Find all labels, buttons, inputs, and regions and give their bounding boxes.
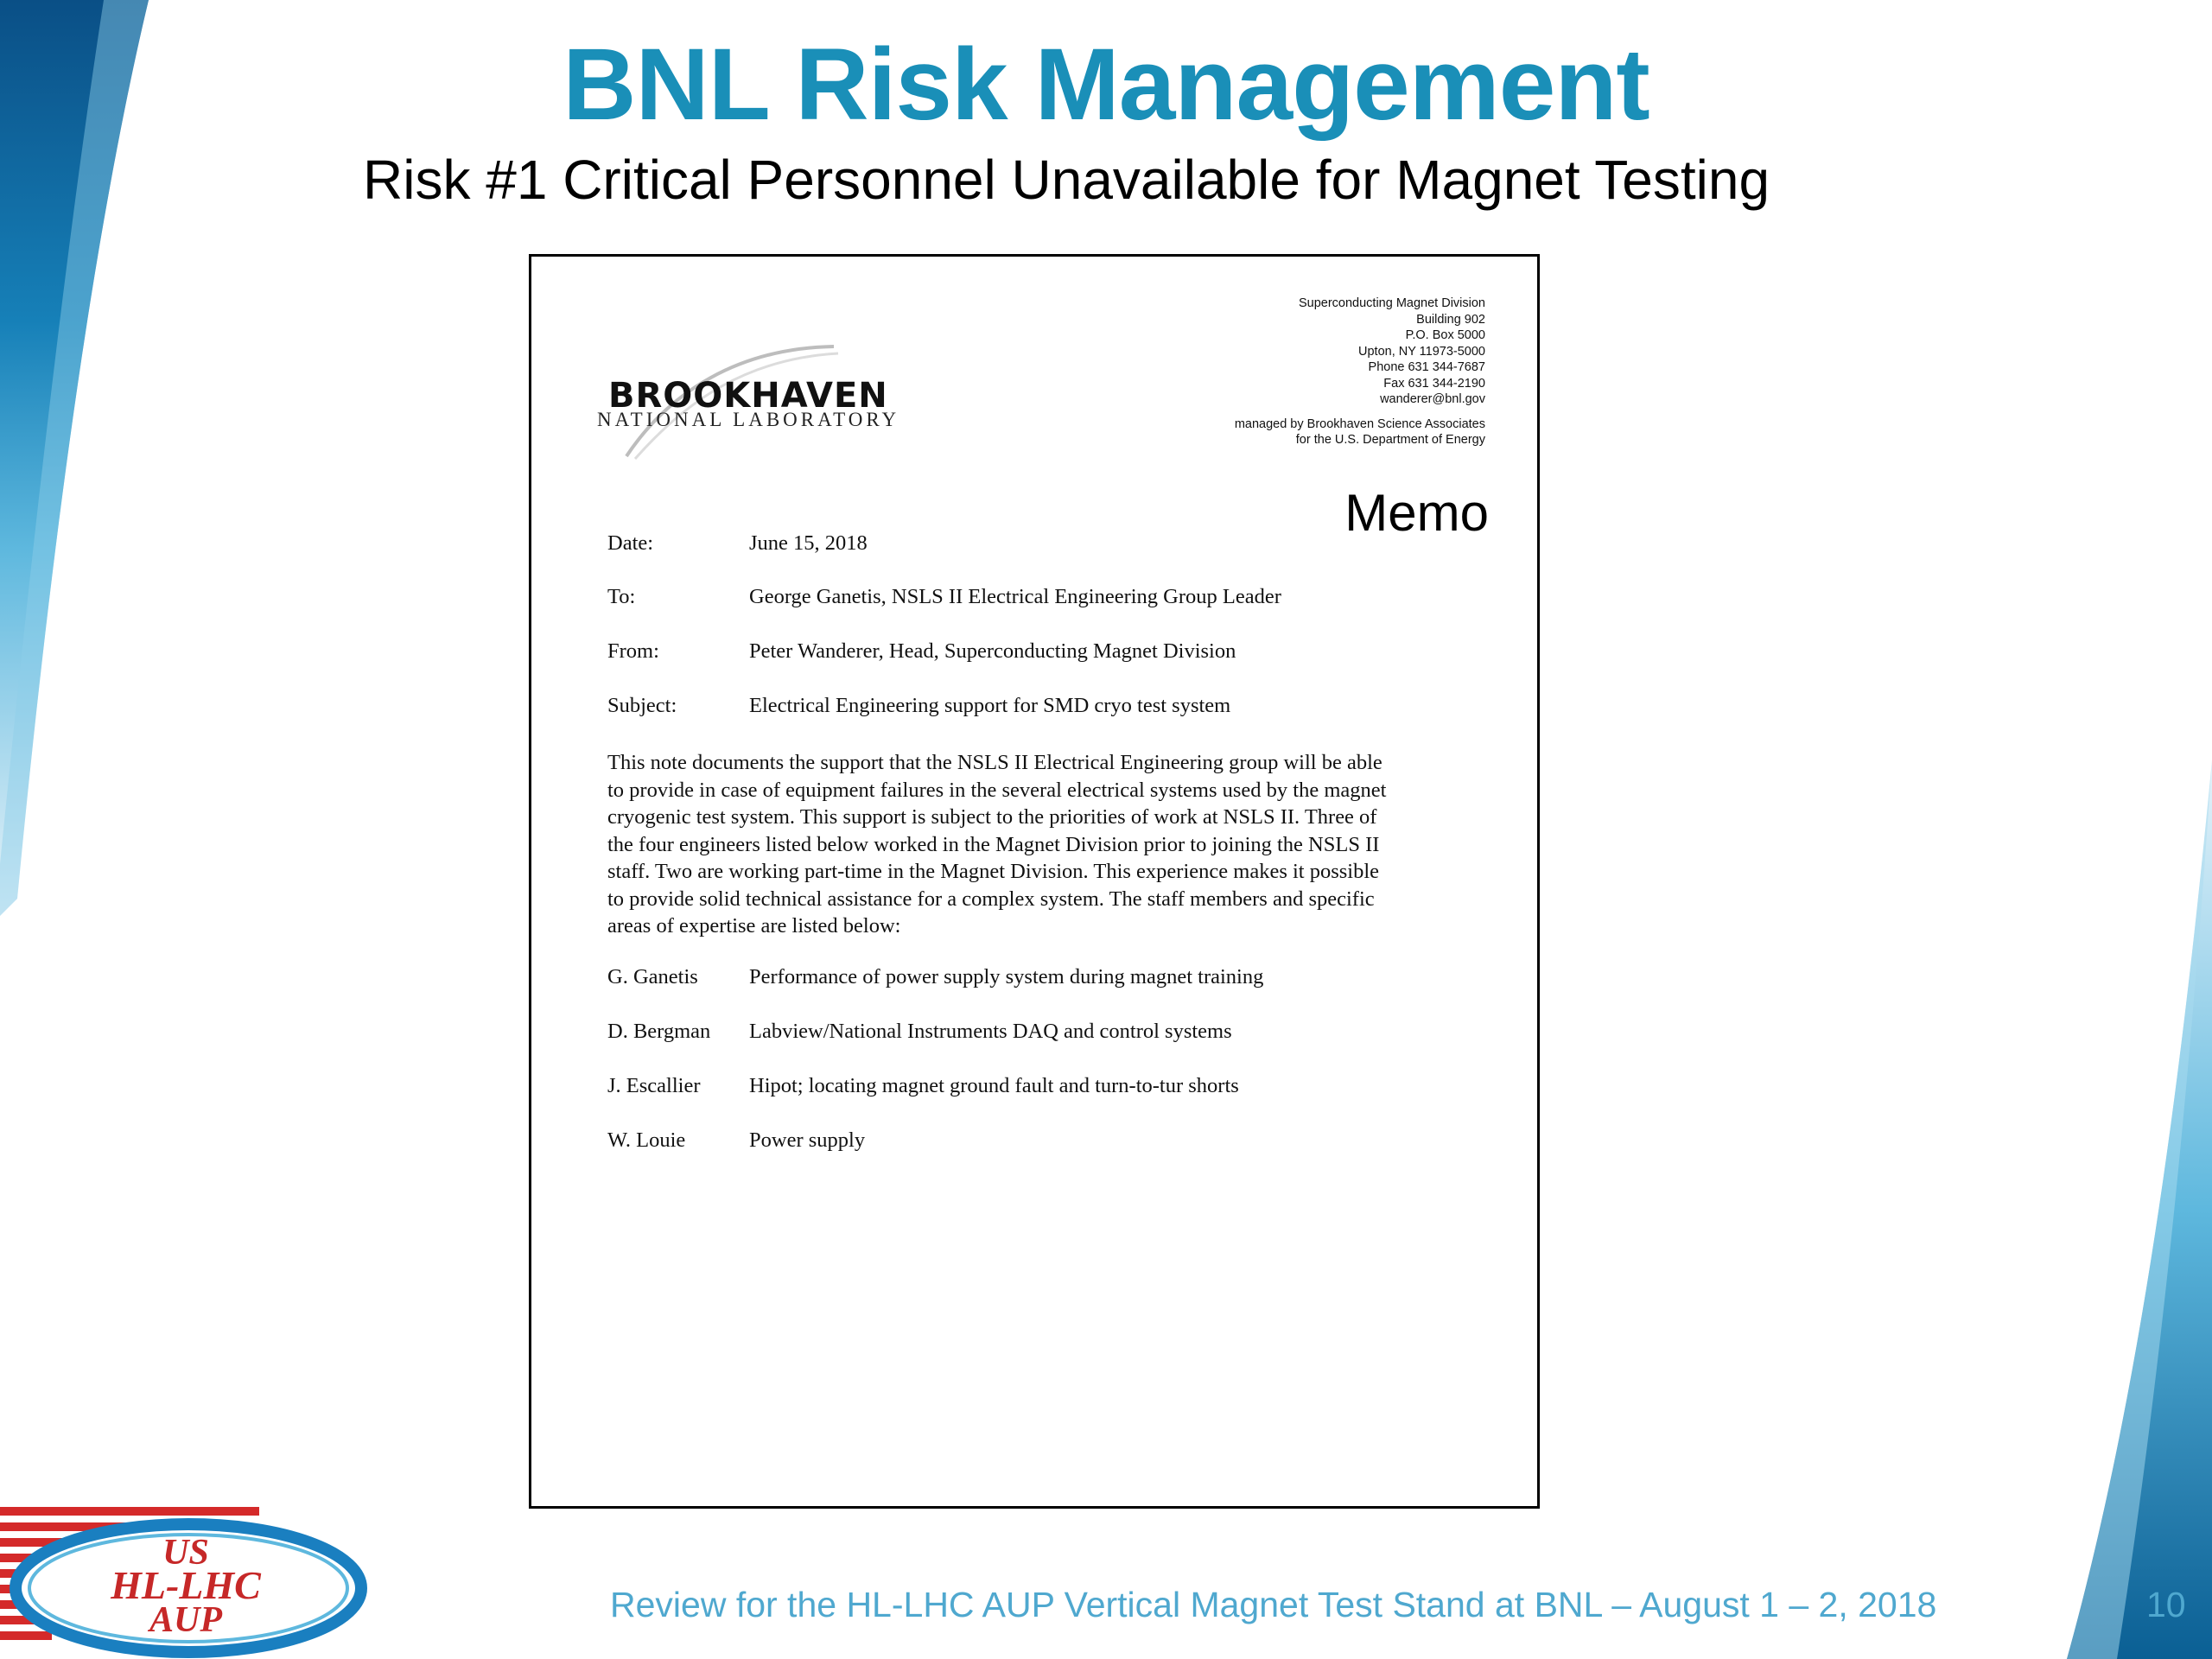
us-hl-lhc-aup-logo	[0, 1502, 372, 1659]
managed-by-line: for the U.S. Department of Energy	[1295, 433, 1485, 447]
memo-heading: Memo	[1344, 484, 1489, 542]
body-line: This note documents the support that the NSLS II Electrical Engineering group will be able	[607, 751, 1382, 774]
field-label: Subject:	[607, 694, 677, 717]
brookhaven-logo-name: BROOKHAVEN	[608, 376, 888, 416]
body-line: areas of expertise are listed below:	[607, 914, 901, 938]
memo-body	[607, 749, 1489, 940]
aup-logo-line2: HL-LHC	[111, 1563, 261, 1607]
field-label: Date:	[607, 531, 654, 555]
aup-logo-line3: AUP	[149, 1600, 222, 1640]
field-value: George Ganetis, NSLS II Electrical Engineering Group Leader	[749, 585, 1281, 608]
managed-by-line: managed by Brookhaven Science Associates	[1234, 416, 1485, 431]
address-line: Upton, NY 11973-5000	[1358, 344, 1485, 359]
field-label: To:	[607, 585, 636, 608]
body-line: cryogenic test system. This support is subject to the priorities of work at NSLS II. Three of	[607, 805, 1377, 829]
slide-footer: Review for the HL-LHC AUP Vertical Magnet Test Stand at BNL – August 1 – 2, 2018	[610, 1585, 1937, 1624]
field-value: June 15, 2018	[749, 531, 868, 555]
right-band	[2067, 760, 2212, 1659]
staff-area: Labview/National Instruments DAQ and control systems	[749, 1020, 1232, 1043]
address-email: wanderer@bnl.gov	[1380, 392, 1485, 406]
memo-document	[529, 254, 1540, 1509]
staff-name: G. Ganetis	[607, 965, 698, 988]
field-label: From:	[607, 639, 659, 663]
body-line: to provide in case of equipment failures in the several electrical systems used by the magnet	[607, 778, 1387, 802]
body-line: the four engineers listed below worked in the Magnet Division prior to joining the NSLS II	[607, 832, 1380, 856]
staff-name: W. Louie	[607, 1128, 686, 1152]
body-line: to provide solid technical assistance for a complex system. The staff members and specific	[607, 887, 1375, 911]
staff-name: D. Bergman	[607, 1020, 711, 1043]
body-line: staff. Two are working part-time in the Magnet Division. This experience makes it possible	[607, 860, 1380, 883]
field-value: Peter Wanderer, Head, Superconducting Magnet Division	[749, 639, 1236, 663]
slide-subtitle: Risk #1 Critical Personnel Unavailable for Magnet Testing	[363, 149, 1770, 211]
slide-title: BNL Risk Management	[563, 28, 1649, 142]
aup-logo-line1: US	[162, 1533, 209, 1573]
address-line: Superconducting Magnet Division	[1298, 296, 1485, 310]
slide-page-number: 10	[2146, 1585, 2186, 1624]
staff-name: J. Escallier	[607, 1074, 701, 1097]
address-line: P.O. Box 5000	[1405, 328, 1485, 342]
staff-area: Hipot; locating magnet ground fault and turn-to-tur shorts	[749, 1074, 1239, 1097]
brookhaven-logo-subtitle: NATIONAL LABORATORY	[597, 409, 900, 430]
staff-area: Performance of power supply system during magnet training	[749, 965, 1264, 988]
staff-area: Power supply	[749, 1128, 866, 1152]
memo-address-block	[1235, 296, 1485, 448]
field-value: Electrical Engineering support for SMD cryo test system	[749, 694, 1231, 717]
address-line: Building 902	[1416, 312, 1485, 327]
address-line: Phone 631 344-7687	[1368, 360, 1485, 374]
address-line: Fax 631 344-2190	[1383, 376, 1485, 391]
